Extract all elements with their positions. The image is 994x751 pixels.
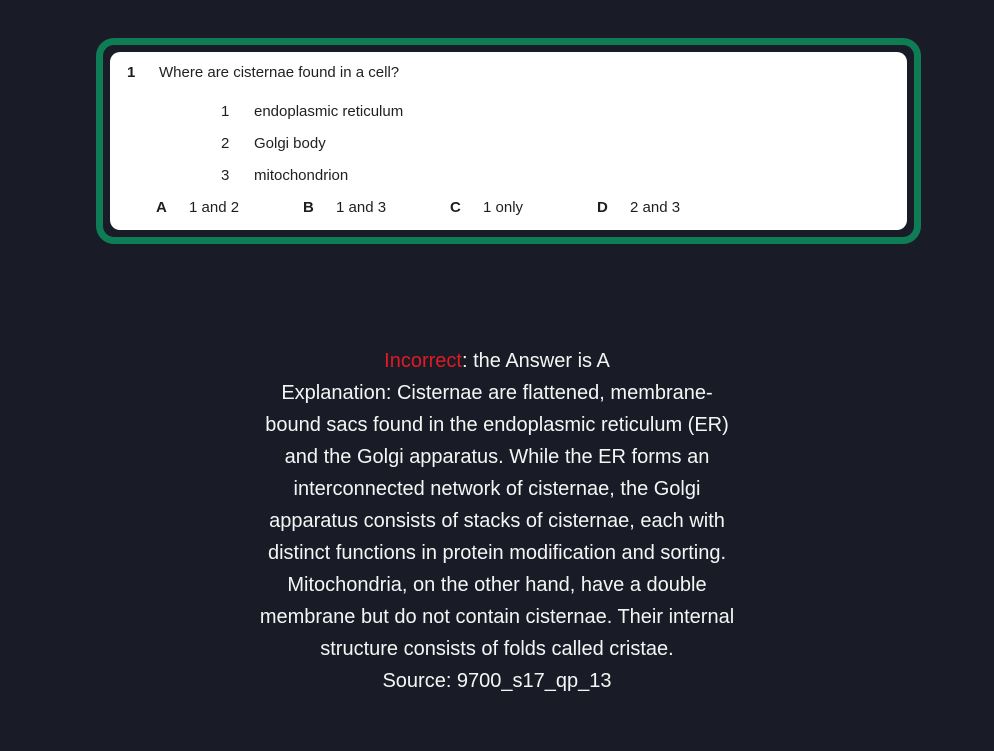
- item-number: 3: [221, 167, 230, 184]
- item-text: Golgi body: [254, 135, 326, 152]
- explanation-line: interconnected network of cisternae, the Golgi: [293, 478, 701, 500]
- question-item: [221, 96, 887, 128]
- question-prompt: Where are cisternae found in a cell?: [159, 64, 400, 81]
- answer-options-row: [156, 200, 887, 215]
- option-text: 1 only: [483, 199, 524, 216]
- answer-option-b: [303, 200, 450, 215]
- source-line: Source: 9700_s17_qp_13: [382, 670, 612, 692]
- explanation-line: apparatus consists of stacks of cisternae, each with: [269, 510, 725, 532]
- answer-option-c: [450, 200, 597, 215]
- result-rest: : the Answer is A: [461, 350, 610, 372]
- explanation-line: Explanation: Cisternae are flattened, membrane-: [281, 382, 713, 404]
- explanation-line: distinct functions in protein modification and sorting.: [267, 542, 727, 564]
- question-card-frame: [96, 38, 921, 244]
- item-text: endoplasmic reticulum: [254, 103, 404, 120]
- item-number: 2: [221, 135, 230, 152]
- option-letter: B: [303, 199, 314, 216]
- explanation-line: membrane but do not contain cisternae. Their internal: [259, 606, 735, 628]
- result-line: [0, 345, 994, 377]
- item-number: 1: [221, 103, 230, 120]
- option-letter: A: [156, 199, 167, 216]
- question-item: [221, 128, 887, 160]
- option-text: 1 and 3: [336, 199, 387, 216]
- question-row: [127, 65, 887, 80]
- explanation-line: Mitochondria, on the other hand, have a double: [287, 574, 707, 596]
- option-letter: C: [450, 199, 461, 216]
- answer-option-a: [156, 200, 303, 215]
- option-text: 1 and 2: [189, 199, 240, 216]
- option-text: 2 and 3: [630, 199, 681, 216]
- question-number: 1: [127, 64, 136, 81]
- option-letter: D: [597, 199, 608, 216]
- explanation-line: and the Golgi apparatus. While the ER forms an: [284, 446, 710, 468]
- question-card: [110, 52, 907, 230]
- explanation-line: structure consists of folds called cristae.: [320, 638, 674, 660]
- question-item-list: [221, 96, 887, 192]
- feedback-block: [0, 345, 994, 697]
- item-text: mitochondrion: [254, 167, 349, 184]
- answer-option-d: [597, 200, 744, 215]
- question-item: [221, 160, 887, 192]
- explanation-line: bound sacs found in the endoplasmic reticulum (ER): [265, 414, 729, 436]
- result-label: Incorrect: [384, 350, 462, 372]
